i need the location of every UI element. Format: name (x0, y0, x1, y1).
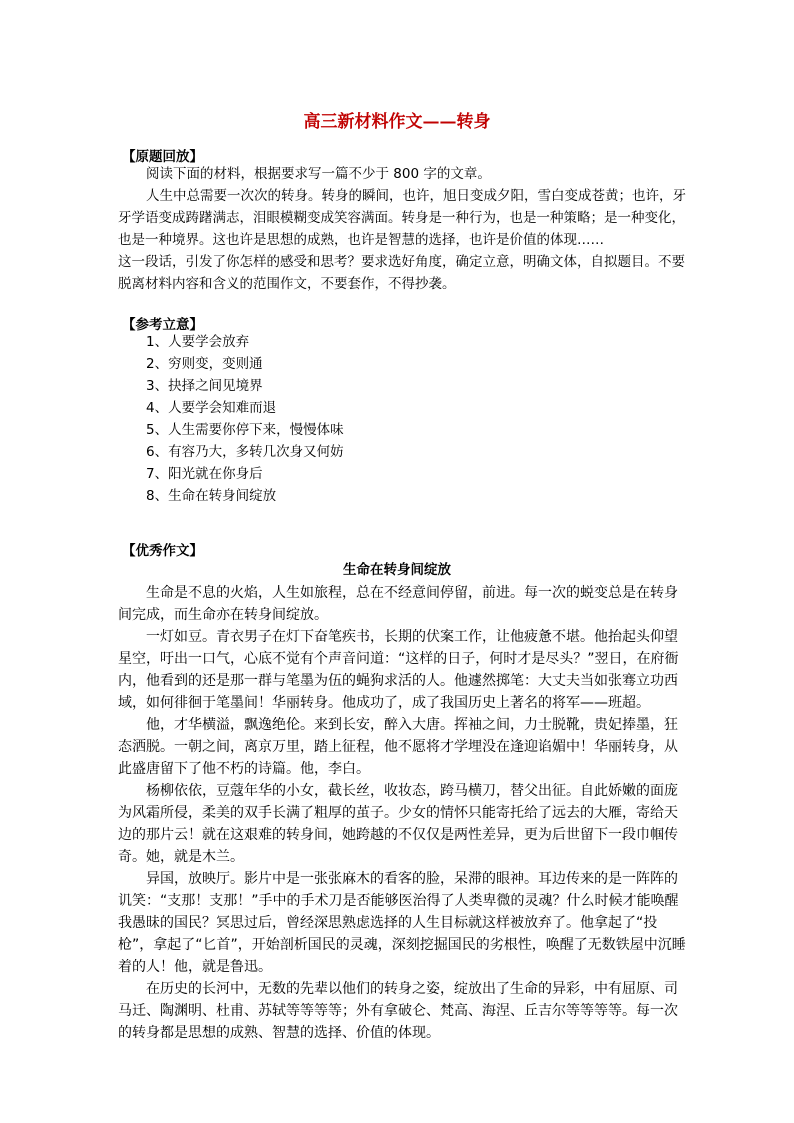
list-item: 4、人要学会知难而退 (146, 400, 277, 416)
essay-paragraph: 杨柳依依，豆蔻年华的小女，截长丝，收妆态，跨马横刀，替父出征。自此娇嫩的面庞为风霜所侵，柔美的双手长满了粗厚的茧子。少女的情怀只能寄托给了远去的大雁，寄给天边的那片云！就在这艰难的转身间，她跨越的不仅仅是两性差异，更为后世留下一段巾帼传奇。她，就是木兰。 (118, 783, 678, 865)
list-item: 6、有容乃大，多转几次身又何妨 (146, 444, 344, 460)
essay-paragraph: 异国，放映厅。影片中是一张张麻木的看客的脸，呆滞的眼神。耳边传来的是一阵阵的讥笑：“支那！支那！”手中的手术刀是否能够医治得了人类卑微的灵魂？什么时候才能唤醒我愚昧的国民？冥思过后，曾经深思熟虑选择的人生目标就这样被放弃了。他拿起了“投枪”，拿起了“匕首”，开始剖析国民的灵魂，深刻挖掘国民的劣根性，唤醒了无数铁屋中沉睡着的人！他，就是鲁迅。 (118, 871, 686, 975)
question-requirement: 这一段话，引发了你怎样的感受和思考？要求选好角度，确定立意，明确文体，自拟题目。不要脱离材料内容和含义的范围作文，不要套作，不得抄袭。 (118, 254, 685, 292)
essay-title: 生命在转身间绽放 (343, 562, 451, 578)
document-title: 高三新材料作文——转身 (303, 112, 491, 132)
original-question-block (118, 163, 690, 295)
list-item: 2、穷则变，变则通 (146, 356, 263, 372)
essay-paragraph: 在历史的长河中，无数的先辈以他们的转身之姿，绽放出了生命的异彩，中有屈原、司马迁、陶渊明、杜甫、苏轼等等等等；外有拿破仑、梵高、海涅、丘吉尔等等等等。每一次的转身都是思想的成熟、智慧的选择、价值的体现。 (118, 981, 678, 1041)
question-intro: 阅读下面的材料，根据要求写一篇不少于 800 字的文章。 (146, 166, 491, 182)
list-item: 5、人生需要你停下来，慢慢体味 (146, 422, 344, 438)
list-item: 7、阳光就在你身后 (146, 466, 263, 482)
list-item: 3、抉择之间见境界 (146, 378, 263, 394)
essay-paragraph: 他，才华横溢，飘逸绝伦。来到长安，醉入大唐。挥袖之间，力士脱靴，贵妃捧墨，狂态洒脱。一朝之间，离京万里，踏上征程，他不愿将才学埋没在逢迎谄媚中！华丽转身，从此盛唐留下了他不朽的诗篇。他，李白。 (118, 717, 678, 777)
essay-paragraph: 生命是不息的火焰，人生如旅程，总在不经意间停留，前进。每一次的蜕变总是在转身间完成，而生命亦在转身间绽放。 (118, 585, 678, 623)
section-heading-reference-ideas: 【参考立意】 (122, 317, 203, 333)
essay-paragraph: 一灯如豆。青衣男子在灯下奋笔疾书，长期的伏案工作，让他疲惫不堪。他抬起头仰望星空，吁出一口气，心底不觉有个声音问道：“这样的日子，何时才是尽头？”翌日，在府衙内，他看到的还是那一群与笔墨为伍的蝇狗求活的人。他遽然掷笔：大丈夫当如张骞立功西域，如何徘徊于笔墨间！华丽转身。他成功了，成了我国历史上著名的将军——班超。 (118, 629, 679, 711)
list-item: 8、生命在转身间绽放 (146, 488, 277, 504)
section-heading-excellent-essay: 【优秀作文】 (122, 543, 203, 559)
reference-ideas-list (146, 331, 344, 507)
essay-body (118, 582, 690, 1044)
section-heading-original-question: 【原题回放】 (122, 149, 203, 165)
question-material: 人生中总需要一次次的转身。转身的瞬间，也许，旭日变成夕阳，雪白变成苍黄；也许，牙牙学语变成踌躇满志，泪眼模糊变成笑容满面。转身是一种行为，也是一种策略；是一种变化，也是一种境界。这也许是思想的成熟，也许是智慧的选择，也许是价值的体现…… (118, 188, 686, 248)
list-item: 1、人要学会放弃 (146, 334, 250, 350)
